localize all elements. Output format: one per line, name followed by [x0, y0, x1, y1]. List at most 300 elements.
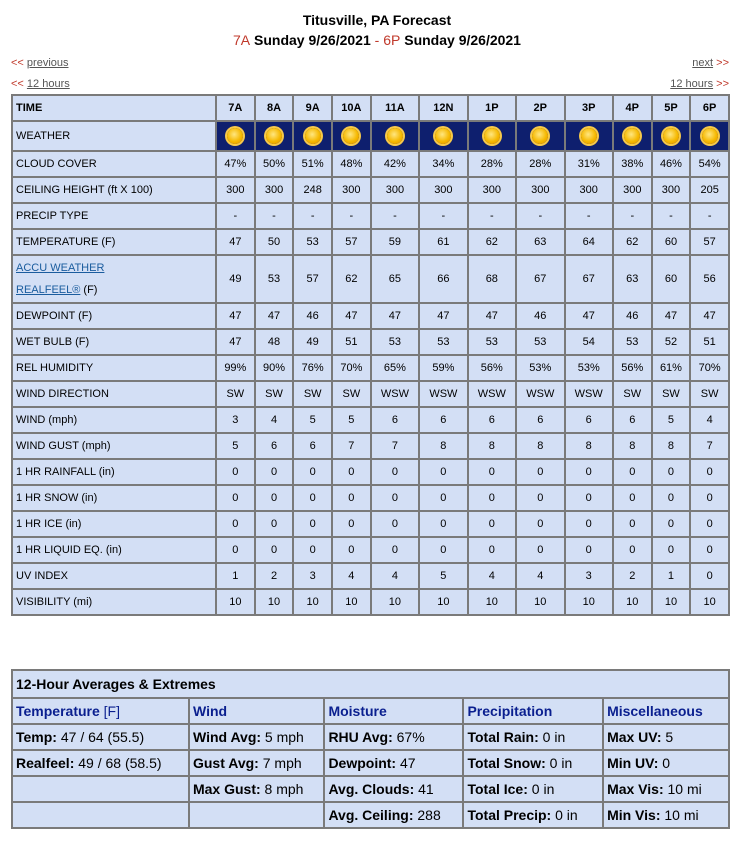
forecast-row: [12, 203, 729, 229]
sun-icon: [663, 128, 679, 144]
weather-cell: [216, 121, 255, 151]
forecast-cell: 53: [293, 229, 332, 255]
sun-icon: [532, 128, 548, 144]
hour-header: 2P: [516, 95, 564, 121]
forecast-cell: 2: [613, 563, 652, 589]
average-label: Temp:: [16, 729, 57, 745]
forecast-cell: 6: [613, 407, 652, 433]
forecast-cell: 54%: [690, 151, 729, 177]
forecast-cell: 0: [565, 485, 613, 511]
forecast-cell: 0: [371, 459, 419, 485]
average-label: Total Rain:: [467, 729, 539, 745]
forecast-cell: 0: [255, 485, 294, 511]
forecast-cell: 46%: [652, 151, 691, 177]
row-label: 1 HR SNOW (in): [12, 485, 216, 511]
average-cell: [12, 802, 189, 828]
sun-icon: [702, 128, 718, 144]
average-value: 5 mph: [261, 729, 304, 745]
forecast-cell: 47: [419, 303, 467, 329]
page-title: Titusville, PA Forecast: [302, 12, 452, 28]
row-label: WEATHER: [12, 121, 216, 151]
forecast-cell: 0: [516, 485, 564, 511]
hour-header: 4P: [613, 95, 652, 121]
average-value: 0: [658, 755, 671, 771]
forecast-row: [12, 151, 729, 177]
average-label: Gust Avg:: [192, 755, 259, 771]
forecast-cell: 0: [332, 511, 371, 537]
average-label: Max Vis:: [607, 781, 664, 797]
forecast-cell: 90%: [255, 355, 294, 381]
forecast-cell: 61: [419, 229, 467, 255]
average-cell: [463, 724, 603, 750]
forecast-cell: 63: [613, 255, 652, 303]
previous-label[interactable]: previous: [26, 57, 69, 69]
previous-link[interactable]: [11, 57, 69, 69]
row-label: CEILING HEIGHT (ft X 100): [12, 177, 216, 203]
section-header: [324, 698, 463, 724]
forecast-cell: 8: [419, 433, 467, 459]
forecast-cell: 53%: [516, 355, 564, 381]
forecast-cell: 53: [255, 255, 294, 303]
forecast-cell: 0: [332, 537, 371, 563]
section-header: [12, 698, 189, 724]
forecast-cell: 53: [371, 329, 419, 355]
forecast-cell: 10: [690, 589, 729, 615]
forecast-cell: 0: [690, 563, 729, 589]
forecast-cell: 0: [613, 511, 652, 537]
forecast-cell: 64: [565, 229, 613, 255]
forecast-cell: 4: [332, 563, 371, 589]
forecast-row: [12, 381, 729, 407]
forecast-cell: -: [565, 203, 613, 229]
forecast-cell: -: [516, 203, 564, 229]
average-value: 47: [396, 755, 416, 771]
weather-cell: [255, 121, 294, 151]
forecast-cell: 10: [371, 589, 419, 615]
forecast-cell: 0: [565, 459, 613, 485]
forecast-cell: 67: [565, 255, 613, 303]
forecast-cell: 0: [216, 511, 255, 537]
average-label: Max UV:: [607, 729, 662, 745]
row-label: WIND GUST (mph): [12, 433, 216, 459]
previous-arrow: <<: [11, 57, 24, 69]
forecast-cell: 47: [332, 303, 371, 329]
forward-12-hours-link[interactable]: [670, 78, 729, 90]
forecast-cell: 10: [293, 589, 332, 615]
forecast-cell: 1: [652, 563, 691, 589]
forecast-row: [12, 589, 729, 615]
hour-header: 11A: [371, 95, 419, 121]
weather-cell: [419, 121, 467, 151]
forecast-cell: 0: [371, 485, 419, 511]
average-cell: [603, 776, 729, 802]
weather-cell: [468, 121, 516, 151]
forecast-cell: 0: [468, 485, 516, 511]
average-value: 49 / 68 (58.5): [74, 755, 162, 771]
forecast-cell: 300: [565, 177, 613, 203]
sun-icon: [387, 128, 403, 144]
forecast-cell: 10: [652, 589, 691, 615]
forecast-cell: 60: [652, 255, 691, 303]
row-label: REL HUMIDITY: [12, 355, 216, 381]
average-value: 288: [413, 807, 441, 823]
average-label: Wind Avg:: [192, 729, 262, 745]
forecast-cell: 2: [255, 563, 294, 589]
forecast-cell: 10: [468, 589, 516, 615]
average-label: Avg. Ceiling:: [328, 807, 414, 823]
average-label: Total Precip:: [467, 807, 552, 823]
weather-cell: [613, 121, 652, 151]
average-label: Max Gust:: [192, 781, 261, 797]
forecast-cell: 57: [690, 229, 729, 255]
hour-header: 9A: [293, 95, 332, 121]
forecast-cell: 57: [293, 255, 332, 303]
forecast-cell: WSW: [565, 381, 613, 407]
averages-row: [12, 776, 729, 802]
forecast-cell: 0: [652, 511, 691, 537]
hour-header: 8A: [255, 95, 294, 121]
forecast-cell: 7: [690, 433, 729, 459]
forecast-cell: 57: [332, 229, 371, 255]
row-label: UV INDEX: [12, 563, 216, 589]
section-header: [603, 698, 729, 724]
average-cell: [603, 724, 729, 750]
average-cell: [603, 750, 729, 776]
forecast-row: [12, 355, 729, 381]
forecast-cell: 0: [565, 511, 613, 537]
forecast-cell: 300: [516, 177, 564, 203]
forecast-cell: 56%: [468, 355, 516, 381]
average-value: 0 in: [527, 781, 555, 797]
forecast-cell: 10: [565, 589, 613, 615]
forecast-cell: 65: [371, 255, 419, 303]
forecast-cell: SW: [613, 381, 652, 407]
forecast-cell: 0: [293, 511, 332, 537]
forecast-cell: 5: [216, 433, 255, 459]
forecast-cell: -: [332, 203, 371, 229]
averages-table: [11, 669, 730, 829]
sun-icon: [343, 128, 359, 144]
forecast-cell: 0: [371, 511, 419, 537]
section-header-row: [12, 698, 729, 724]
average-cell: [463, 802, 603, 828]
forecast-cell: 47: [255, 303, 294, 329]
averages-caption-row: [12, 670, 729, 698]
average-cell: [324, 802, 463, 828]
forecast-row: [12, 459, 729, 485]
forecast-cell: 67: [516, 255, 564, 303]
forecast-cell: 4: [468, 563, 516, 589]
forecast-cell: -: [371, 203, 419, 229]
forecast-cell: 54: [565, 329, 613, 355]
forecast-row: [12, 563, 729, 589]
weather-cell: [371, 121, 419, 151]
sun-icon: [581, 128, 597, 144]
forecast-row: [12, 255, 729, 303]
forecast-cell: 0: [516, 511, 564, 537]
forecast-cell: 300: [371, 177, 419, 203]
averages-row: [12, 724, 729, 750]
forecast-cell: 8: [613, 433, 652, 459]
forward-12-label[interactable]: 12 hours: [670, 78, 714, 90]
forecast-cell: 0: [516, 537, 564, 563]
average-cell: [12, 724, 189, 750]
section-name: Precipitation: [467, 703, 553, 719]
forecast-cell: SW: [216, 381, 255, 407]
forecast-cell: 0: [419, 485, 467, 511]
forecast-cell: 300: [255, 177, 294, 203]
forecast-cell: 0: [468, 511, 516, 537]
forecast-cell: 65%: [371, 355, 419, 381]
forecast-cell: 7: [371, 433, 419, 459]
forecast-cell: 10: [332, 589, 371, 615]
forecast-row: [12, 537, 729, 563]
average-cell: [12, 750, 189, 776]
forecast-cell: 53: [468, 329, 516, 355]
forecast-cell: 47: [216, 303, 255, 329]
forecast-cell: 56%: [613, 355, 652, 381]
forecast-cell: 70%: [690, 355, 729, 381]
hour-header: 1P: [468, 95, 516, 121]
forecast-row: [12, 433, 729, 459]
forecast-cell: 62: [468, 229, 516, 255]
forecast-cell: 63: [516, 229, 564, 255]
forecast-cell: -: [652, 203, 691, 229]
forecast-cell: 62: [332, 255, 371, 303]
forecast-cell: 47: [565, 303, 613, 329]
row-label: CLOUD COVER: [12, 151, 216, 177]
forecast-cell: 0: [652, 459, 691, 485]
forecast-cell: 5: [332, 407, 371, 433]
forecast-cell: 300: [468, 177, 516, 203]
forecast-cell: 4: [516, 563, 564, 589]
forecast-cell: 47: [216, 329, 255, 355]
forecast-cell: -: [468, 203, 516, 229]
forecast-cell: 1: [216, 563, 255, 589]
forecast-cell: 0: [690, 511, 729, 537]
row-label: TEMPERATURE (F): [12, 229, 216, 255]
row-label: WIND (mph): [12, 407, 216, 433]
average-value: 7 mph: [258, 755, 302, 771]
forecast-cell: 300: [332, 177, 371, 203]
weather-cell: [516, 121, 564, 151]
forecast-cell: 300: [613, 177, 652, 203]
back-12-hours-link[interactable]: [11, 78, 70, 90]
forecast-cell: 61%: [652, 355, 691, 381]
forecast-cell: -: [690, 203, 729, 229]
row-label: PRECIP TYPE: [12, 203, 216, 229]
hour-header: 7A: [216, 95, 255, 121]
forecast-cell: 5: [652, 407, 691, 433]
realfeel-unit: (F): [80, 284, 98, 296]
weather-cell: [332, 121, 371, 151]
average-cell: [189, 750, 324, 776]
forecast-cell: SW: [255, 381, 294, 407]
forecast-cell: 48: [255, 329, 294, 355]
next-label[interactable]: next: [692, 57, 714, 69]
average-value: 41: [414, 781, 434, 797]
average-label: RHU Avg:: [328, 729, 393, 745]
forecast-cell: -: [255, 203, 294, 229]
forecast-cell: WSW: [371, 381, 419, 407]
forecast-cell: SW: [652, 381, 691, 407]
average-cell: [12, 776, 189, 802]
forecast-cell: 10: [216, 589, 255, 615]
row-label: VISIBILITY (mi): [12, 589, 216, 615]
forecast-cell: 3: [565, 563, 613, 589]
forecast-row: [12, 303, 729, 329]
forecast-cell: 0: [690, 459, 729, 485]
forecast-cell: 34%: [419, 151, 467, 177]
forecast-cell: 49: [293, 329, 332, 355]
forecast-cell: WSW: [468, 381, 516, 407]
forecast-cell: 50: [255, 229, 294, 255]
forecast-cell: 0: [516, 459, 564, 485]
forecast-cell: 300: [652, 177, 691, 203]
forecast-cell: 70%: [332, 355, 371, 381]
forecast-cell: 6: [468, 407, 516, 433]
forecast-cell: 0: [468, 537, 516, 563]
average-label: Avg. Clouds:: [328, 781, 415, 797]
accuweather-link[interactable]: ACCU WEATHER: [16, 262, 105, 274]
page-title-block: [0, 10, 754, 50]
forecast-cell: 5: [419, 563, 467, 589]
forecast-cell: 47: [652, 303, 691, 329]
forecast-cell: 8: [652, 433, 691, 459]
forecast-cell: 51: [690, 329, 729, 355]
sun-icon: [435, 128, 451, 144]
forecast-cell: -: [293, 203, 332, 229]
forecast-row: [12, 177, 729, 203]
row-label: 1 HR LIQUID EQ. (in): [12, 537, 216, 563]
forecast-cell: 56: [690, 255, 729, 303]
weather-cell: [652, 121, 691, 151]
realfeel-link[interactable]: REALFEEL®: [16, 284, 81, 296]
forecast-cell: 300: [419, 177, 467, 203]
forecast-cell: 0: [293, 459, 332, 485]
section-name: Temperature: [16, 703, 100, 719]
forecast-cell: 0: [468, 459, 516, 485]
forecast-cell: 42%: [371, 151, 419, 177]
forecast-cell: SW: [690, 381, 729, 407]
forecast-cell: 47: [216, 229, 255, 255]
forecast-cell: 0: [216, 537, 255, 563]
range-start-day: Sunday 9/26/2021: [254, 32, 371, 48]
forecast-cell: 38%: [613, 151, 652, 177]
forecast-cell: 31%: [565, 151, 613, 177]
forecast-cell: 10: [419, 589, 467, 615]
forecast-cell: WSW: [419, 381, 467, 407]
forecast-cell: 53: [613, 329, 652, 355]
range-end-time: 6P: [383, 32, 401, 48]
sun-icon: [484, 128, 500, 144]
section-name: Wind: [192, 703, 228, 719]
average-value: 47 / 64 (55.5): [56, 729, 145, 745]
forecast-cell: -: [613, 203, 652, 229]
next-arrow: >>: [716, 57, 729, 69]
forecast-cell: 0: [419, 459, 467, 485]
average-cell: [324, 750, 463, 776]
forecast-cell: 0: [613, 537, 652, 563]
forecast-cell: 0: [293, 485, 332, 511]
forecast-cell: 6: [419, 407, 467, 433]
forecast-cell: WSW: [516, 381, 564, 407]
average-value: 0 in: [551, 807, 578, 823]
row-label: [12, 255, 216, 303]
forecast-cell: 51: [332, 329, 371, 355]
weather-cell: [293, 121, 332, 151]
forecast-cell: 8: [516, 433, 564, 459]
forecast-cell: 59: [371, 229, 419, 255]
section-header: [189, 698, 324, 724]
forecast-cell: 46: [516, 303, 564, 329]
forecast-row: [12, 121, 729, 151]
forecast-cell: 3: [216, 407, 255, 433]
hour-header: 10A: [332, 95, 371, 121]
average-label: Total Ice:: [467, 781, 528, 797]
sun-icon: [227, 128, 243, 144]
row-label: 1 HR ICE (in): [12, 511, 216, 537]
forecast-cell: 66: [419, 255, 467, 303]
forecast-cell: 60: [652, 229, 691, 255]
forecast-cell: 50%: [255, 151, 294, 177]
forecast-cell: 62: [613, 229, 652, 255]
forecast-cell: 10: [613, 589, 652, 615]
range-end-day: Sunday 9/26/2021: [404, 32, 521, 48]
forecast-cell: 0: [216, 485, 255, 511]
forecast-cell: 0: [216, 459, 255, 485]
forecast-cell: 46: [293, 303, 332, 329]
forecast-cell: 47%: [216, 151, 255, 177]
forecast-cell: 28%: [468, 151, 516, 177]
back-12-label[interactable]: 12 hours: [26, 78, 70, 90]
forecast-cell: 28%: [516, 151, 564, 177]
average-cell: [189, 724, 324, 750]
forecast-cell: 0: [419, 511, 467, 537]
average-label: Min Vis:: [607, 807, 661, 823]
forecast-cell: 53: [419, 329, 467, 355]
average-label: Min UV:: [607, 755, 659, 771]
forecast-cell: 248: [293, 177, 332, 203]
forecast-cell: 0: [419, 537, 467, 563]
forecast-row: [12, 485, 729, 511]
forecast-row: [12, 511, 729, 537]
forecast-row: [12, 95, 729, 121]
range-separator: -: [374, 32, 380, 48]
hour-header: 12N: [419, 95, 467, 121]
forecast-cell: 0: [613, 485, 652, 511]
average-value: 5: [661, 729, 674, 745]
forecast-cell: 6: [516, 407, 564, 433]
forecast-row: [12, 229, 729, 255]
forecast-cell: 49: [216, 255, 255, 303]
average-label: Dewpoint:: [328, 755, 397, 771]
forecast-cell: 52: [652, 329, 691, 355]
back-12-arrow: <<: [11, 78, 24, 90]
forecast-cell: 205: [690, 177, 729, 203]
forecast-cell: 0: [371, 537, 419, 563]
next-link[interactable]: [692, 57, 729, 69]
average-value: 10 mi: [663, 781, 702, 797]
average-label: Realfeel:: [16, 755, 75, 771]
forecast-cell: 46: [613, 303, 652, 329]
forecast-cell: 0: [255, 459, 294, 485]
row-label: 1 HR RAINFALL (in): [12, 459, 216, 485]
forecast-cell: 300: [216, 177, 255, 203]
average-label: Total Snow:: [467, 755, 546, 771]
row-label: TIME: [12, 95, 216, 121]
forecast-cell: 0: [652, 537, 691, 563]
